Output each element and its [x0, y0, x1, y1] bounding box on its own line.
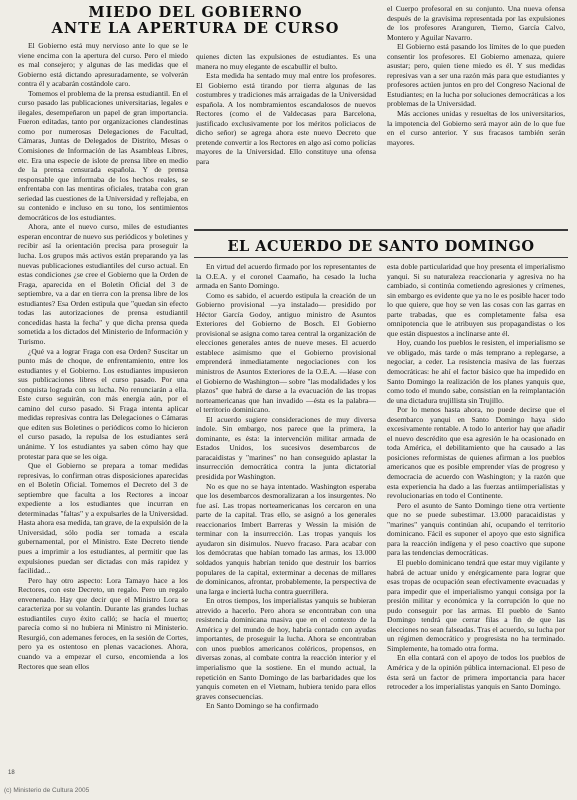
article2-title: EL ACUERDO DE SANTO DOMINGO — [227, 238, 535, 255]
paragraph: el Cuerpo profesoral en su conjunto. Una nueva ofensa después de la gravísima representada por las expulsiones de los profesores Aranguren, Tierno, García Calvo, Montero y Aguilar Navarro. — [387, 4, 565, 42]
paragraph: ¿Qué va a lograr Fraga con esa Orden? Suscitar un punto más de choque, de enfrentamiento, entre los estudiantes y el Gobierno. Los estudiantes impusieron sus publicaciones libres el curso pasado. Por una conquista lograda con su lucha. No renunciarán a ella. Este curso seguirán, con más energía aún, por el camino del curso pasado. Si Fraga intenta aplicar medidas represivas contra las Delegaciones o Cámaras que editen sus Boletines o periódicos como lo hicieron el curso pasado, la repulsa de los estudiantes será unánime. Y los estudiantes ya saben cómo hay que protestar para que se les oiga. — [18, 346, 188, 461]
paragraph: En Santo Domingo se ha confirmado — [206, 701, 319, 711]
paragraph: El pueblo dominicano tendrá que estar muy vigilante y habrá de actuar unido y enérgicamente para lograr que esas tropas de ocupación sean efectivamente evacuadas y para impedir que el imperialismo yanqui consiga por la presión militar y económica y la corrupción lo que no pudo conseguir por las armas. El pueblo de Santo Domingo tendrá que cerrar filas a fin de que las elecciones no sean falseadas. Tras el acuerdo, su lucha por un régimen democrático y progresista no ha terminado. Simplemente, ha tomado otra forma. — [387, 557, 565, 653]
paragraph: Que el Gobierno se prepara a tomar medidas represivas, lo confirman otras disposiciones aparecidas en el Boletín Oficial. Tomemos el Decreto del 3 de septiembre que faculta a los Rectores a incoar expediente a los estudiantes que incurran en determinadas "faltas" y a expulsarles de la Universidad. Hasta ahora esa medida, tan grave, de la expulsión de la Universidad, sólo podía ser tomada a escala gubernamental, por el Ministro. Este Decreto tiende pues a imprimir a los estudiantes, al permitir que las expulsiones puedan ser dictadas con más rapidez y facilidad... — [18, 461, 188, 576]
paragraph: En ella contará con el apoyo de todos los pueblos de América y de la opinión pública internacional. El peso de ésta será un factor de primera importancia para hacer retroceder a los imperialistas yanquis en Santo Domingo. — [387, 653, 565, 692]
paragraph: quienes dicten las expulsiones de estudiantes. Es una manera no muy elegante de escabullir el bulto. — [196, 52, 376, 71]
paragraph: En otros tiempos, los imperialistas yanquis se hubieran atrevido a hacerlo. Pero ahora se encontraban con una resistencia dominicana masiva que en el contexto de la América y del mundo de hoy, habría contado con ayudas importantes, de proseguir la lucha. Ahora se encontraban con unos pueblos americanos coléricos, propensos, en diversas zonas, al combate contra la reacción interior y el imperialismo que la sostiene. En el mundo actual, la repetición en Santo Domingo de las barbaridades que los yanquis cometen en el Vietnam, hubiera tenido para ellos graves consecuencias. — [196, 596, 376, 701]
paragraph: El acuerdo sugiere consideraciones de muy diversa índole. Sin embargo, nos parece que la primera, la dominante, es ésta: la intervención militar armada de Estados Unidos, los sucesivos desembarcos de paracaidistas y "marines" no han conseguido aplastar la insurrección democrática contra la junta dictatorial presidida por Washington. — [196, 414, 376, 482]
paragraph: No es que no se haya intentado. Washington esperaba que los desembarcos desmoralizaran a los insurgentes. No fue así. Las tropas norteamericanas los cercaron en una parte de la capital. Tras ello, se asignó a los generales reaccionarios Imbert Barreras y Wessin la misión de terminar con la insurrección. Las tropas yanquis los ayudaron sin disimulos. Nuevo fracaso. Para acabar con los demócratas que habían tomado las armas, los 13.000 soldados yanquis habrían tenido que destruir los barrios populares de la capital, exterminar a decenas de millares de dominicanos, afrontar, probablemente, la perspectiva de una larga e inciertà lucha contra guerrillera. — [196, 481, 376, 596]
article2-column-2 — [387, 262, 565, 770]
paragraph: Por lo menos hasta ahora, no puede decirse que el desembarco yanqui en Santo Domingo haya sido excesivamente rentable. A todo lo anterior hay que añadir el nuevo descrédito que esa agresión le ha ocasionado en toda América, el debilitamiento que ha causado a las posiciones reformistas de quienes afirman a los pueblos americanos que es posible emprender vías de progreso y democracia de acuerdo con Washington; y la razón que esta experiencia ha dado a las fuerzas antiimperialistas y revolucionarias en todo el Continente. — [387, 405, 565, 501]
article1-column-3 — [387, 4, 565, 226]
article1-title-line2: ANTE LA APERTURA DE CURSO — [51, 20, 340, 37]
paragraph: Pero el asunto de Santo Domingo tiene otra vertiente que no se puede subestimar. 13.000 paracaidistas y "marines" yanquis continúan ahí, ocupando el territorio dominicano. Fácil es suponer el apoyo que esto significa para la reacción indígena y el peso coactivo que supone para las tendencias democráticas. — [387, 500, 565, 558]
article2-column-1 — [196, 262, 376, 770]
article1-title-line1: MIEDO DEL GOBIERNO — [88, 4, 303, 21]
paragraph: Tomemos el problema de la prensa estudiantil. En el curso pasado las publicaciones universitarias, legales e ilegales, desempeñaron un papel de gran importancia. Fueron editadas, tanto por organizaciones clandestinas como por numerosas Delegaciones de Facultad, Cámaras, Juntas de Delegados de Distrito, Mesas o Comisiones de Información de las Asambleas Libres, etc. Era una especie de islote de prensa libre en medio de la prensa censurada española. Y de prensa responsable que informaba de los hechos reales, se enfrentaba con las mentiras oficiales, trataba con gran seriedad las cuestiones de la Universidad y reflejaba, en su contenido e incluso en su tono, los sentimientos democráticos de los estudiantes. — [18, 88, 188, 222]
paragraph: El Gobierno está pasando los límites de lo que pueden consentir los profesores. El Gobierno amenaza, quiere asustar; pero, quien tiene miedo es él. Y sus medidas represivas van a ser una razón más para que estudiantes y profesores actúen juntos en pro del Congreso Nacional de Estudiantes; en la lucha por soluciones democráticas a los problemas de la Universidad. — [387, 42, 565, 109]
paragraph: Esta medida ha sentado muy mal entre los profesores. El Gobierno está tirando por tierra algunas de las costumbres y tradiciones más arraigadas de la Universidad española. A los nombramientos escandalosos de nuevos Rectores (como el de Valdecasas para Barcelona, justificado exclusivamente por los méritos policiacos de dicho señor) se agrega ahora este nuevo Decreto que pretende convertir a los Rectores en algo así como policías mayores de la Universidad. Ello constituye una ofensa para — [196, 71, 376, 167]
paragraph: Hoy, cuando los pueblos le resisten, el imperialismo se ve obligado, más tarde o más temprano a replegarse, a negociar, a ceder. La resistencia masiva de las fuerzas democráticas: he ahí el factor básico que ha impedido en Santo Domingo la realización de los planes yanquis que, como todo el mundo sabe, consistían en la reimplantación de una dictadura trujillista sin Trujillo. — [387, 338, 565, 405]
paragraph: Ahora, ante el nuevo curso, miles de estudiantes esperan encontrar de nuevo sus periódicos y boletines y recibir así la orientación precisa para proseguir la lucha. Los grupos más activos están preparando ya las nuevas publicaciones estudiantiles del curso actual. En estas condiciones ¿se cree el Gobierno que la Orden de Fraga, aparecida en el Boletín Oficial del 3 de septiembre, va a dar en tierra con la prensa libre de los estudiantes? Esa Orden estipula que "quedan sin efecto todas las autorizaciones de prensa estudiantil concedidas hasta la fecha" y que dicha prensa queda sometida a los dictados del Ministerio de Información y Turismo. — [18, 222, 188, 346]
article1-column-1 — [18, 41, 188, 763]
article1-column-2 — [196, 52, 376, 228]
paragraph: En virtud del acuerdo firmado por los representantes de la O.E.A. y el coronel Caamaño, ha cesado la lucha armada en Santo Domingo. — [196, 262, 376, 291]
section-rule-top — [194, 229, 568, 231]
paragraph: esta doble particularidad que hoy presenta el imperialismo yanqui. Si su naturaleza reaccionaria y agresiva no ha cambiado, si continúa cometiendo agresiones y crímenes, sin embargo es evidente que ya no le es posible hacer todo lo que quiere, que hoy se ven las cosas con las garras en parte trabadas, que es completamente falsa esa omnipotencia que le atribuyen sus propagandistas o los que están dispuestos a inclinarse ante él. — [387, 262, 565, 338]
paragraph: Como es sabido, el acuerdo estipula la creación de un Gobierno provisional —ya instalado— presidido por Héctor García Godoy, antiguo ministro de Asuntos Exteriores del Gobierno de Bosch. El Gobierno provisional se asigna como tarea central la organización de elecciones generales antes de nueve meses. El acuerdo establece asimismo que el Gobierno provisional emprenderá inmediatamente negociaciones con los ministros de Asuntos Exteriores de la O.E.A. —léase con el Gobierno de Washington— sobre "las modalidades y los plazos" que habrá de darse a la evacuación de las tropas norteamericanas que han invadido —ésta es la palabra— el territorio dominicano. — [196, 290, 376, 415]
page-number: 18 — [8, 770, 15, 776]
paragraph: Pero hay otro aspecto: Lora Tamayo hace a los Rectores, con este Decreto, un regalo. Pero un regalo envenenado. Hay que decir que el Ministro Lora se caracteriza por su volantín. Durante las grandes luchas estudiantiles cuyo éxito calló; se hacía el muerto; parecía como si no hubiera ni Ministro ni Ministerio. Resurgió, con ademanes feroces, en la sesión de Cortes, pero ya es ostentoso en plenas vacaciones. Ahora, cuando va a empezar el curso, encomienda a los Rectores que sean ellos — [18, 575, 188, 671]
copyright-credit: (c) Ministerio de Cultura 2005 — [4, 787, 90, 794]
paragraph: Más acciones unidas y resueltas de los universitarios, la impotencia del Gobierno será mayor aún de lo que fue en el curso anterior. Y sus fracasos también serán mayores. — [387, 109, 565, 147]
section-rule-bottom — [194, 257, 568, 258]
paragraph: El Gobierno está muy nervioso ante lo que se le viene encima con la apertura del curso. Pero el miedo es mal consejero; y algunas de las medidas que el Gobierno está dictando apresuradamente, se volverán contra él y acabarán costándole caro. — [18, 41, 188, 89]
